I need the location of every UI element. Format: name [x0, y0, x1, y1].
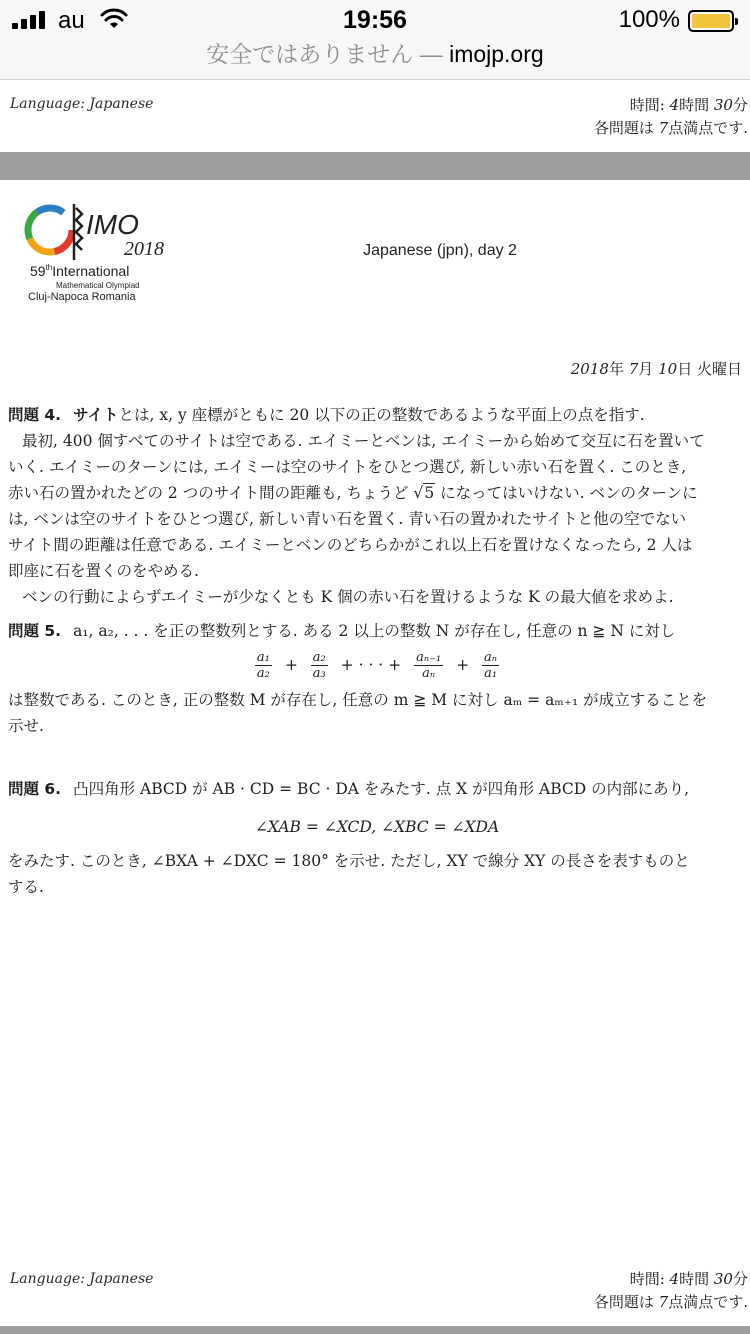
battery-icon: [688, 10, 734, 32]
problem-6-label: 問題 6.: [8, 780, 62, 798]
sqrt-5: √5: [413, 484, 435, 502]
battery-percent: 100%: [618, 6, 680, 33]
problem-5-sum-formula: $\frac{\text{a₁}}{\text{a₂}}$ + $\frac{\text{a₂}}{\text{a₃}}$ + · · · + $\frac{\text{aₙ₋₁}}{\text{aₙ}}$ + $\frac{\text{aₙ}}{\text{a₁}}$: [256, 650, 498, 681]
page-gap-bottom: [0, 1326, 750, 1334]
not-secure-label: 安全ではありません: [206, 41, 414, 67]
language-label-bottom: Language: Japanese: [10, 1271, 154, 1287]
svg-text:Cluj-Napoca Romania: Cluj-Napoca Romania: [28, 291, 136, 303]
problem-4-label: 問題 4.: [8, 406, 62, 424]
language-label-top: Language: Japanese: [10, 96, 154, 112]
exam-info-top: 時間: 4時間 30分 各問題は 7点満点です.: [593, 96, 748, 137]
problem-4: 問題 4. サイトとは, x, y 座標がともに 20 以下の正の整数であるような平面上の点を指す. 最初, 400 個すべてのサイトは空である. エイミーとベンは, エイミーから始めて交互に石を置いて いく. エイミーのターンには, エイミーは空のサイトをひとつ選び, 新しい赤い石を置く. このとき, 赤い石の置かれたどの 2 つのサイト間の距離も, ちょうど √5 になってはいけない. ベンのターンに は, ベンは空のサイトをひとつ選び, 新しい青い石を置く. 青い石の置かれたサイトと他の空でない サイト間の距離は任意である. エイミーとベンのどちらかがこれ以上石を置けなくなったら, 2 人は 即座に石を置くのをやめる. ベンの行動によらずエイミーが少なくとも K 個の赤い石を置けるような K の最大値を求めよ.: [8, 406, 705, 606]
problem-5-label: 問題 5.: [8, 622, 62, 640]
status-bar: [0, 0, 750, 40]
url-host: imojp.org: [449, 41, 544, 67]
page-gap: [0, 152, 750, 180]
exam-info-bottom: 時間: 4時間 30分 各問題は 7点満点です.: [593, 1270, 748, 1311]
svg-text:IMO: IMO: [86, 209, 139, 240]
url-separator: —: [419, 41, 443, 67]
problem-6-angle-formula: ∠XAB = ∠XCD, ∠XBC = ∠XDA: [254, 818, 500, 836]
problem-5: 問題 5. a₁, a₂, . . . を正の整数列とする. ある 2 以上の整数 N が存在し, 任意の n ≧ N に対し $\frac{\text{a₁}}{\text{a₂}}$ + $\frac{\text{a₂}}{\text{a₃}}$ + · · · + $\frac{\text{aₙ₋₁}}{\text{aₙ}}$ + $\frac{\text{aₙ}}{\text{a₁}}$ は整数である. このとき, 正の整数 M が存在し, 任意の m ≧ M に対し aₘ = aₘ₊₁ が成立することを 示せ.: [8, 618, 746, 739]
svg-text:Mathematical Olympiad: Mathematical Olympiad: [56, 281, 140, 290]
svg-text:59thInternational: 59thInternational: [30, 263, 130, 279]
sheet-title: Japanese (jpn), day 2: [363, 242, 517, 259]
problem-6: 問題 6. 凸四角形 ABCD が AB · CD = BC · DA をみたす. 点 X が四角形 ABCD の内部にあり, ∠XAB = ∠XCD, ∠XBC = ∠XDA をみたす. このとき, ∠BXA + ∠DXC = 180° を示せ. ただし, XY で線分 XY の長さを表すものと する.: [8, 776, 746, 900]
address-bar[interactable]: [0, 40, 750, 80]
carrier-name: au: [58, 7, 85, 34]
svg-text:2018: 2018: [124, 238, 164, 260]
exam-date: 2018年 7月 10日 火曜日: [570, 360, 742, 378]
problem-4-term: サイト: [73, 406, 119, 424]
status-time: 19:56: [343, 6, 407, 34]
